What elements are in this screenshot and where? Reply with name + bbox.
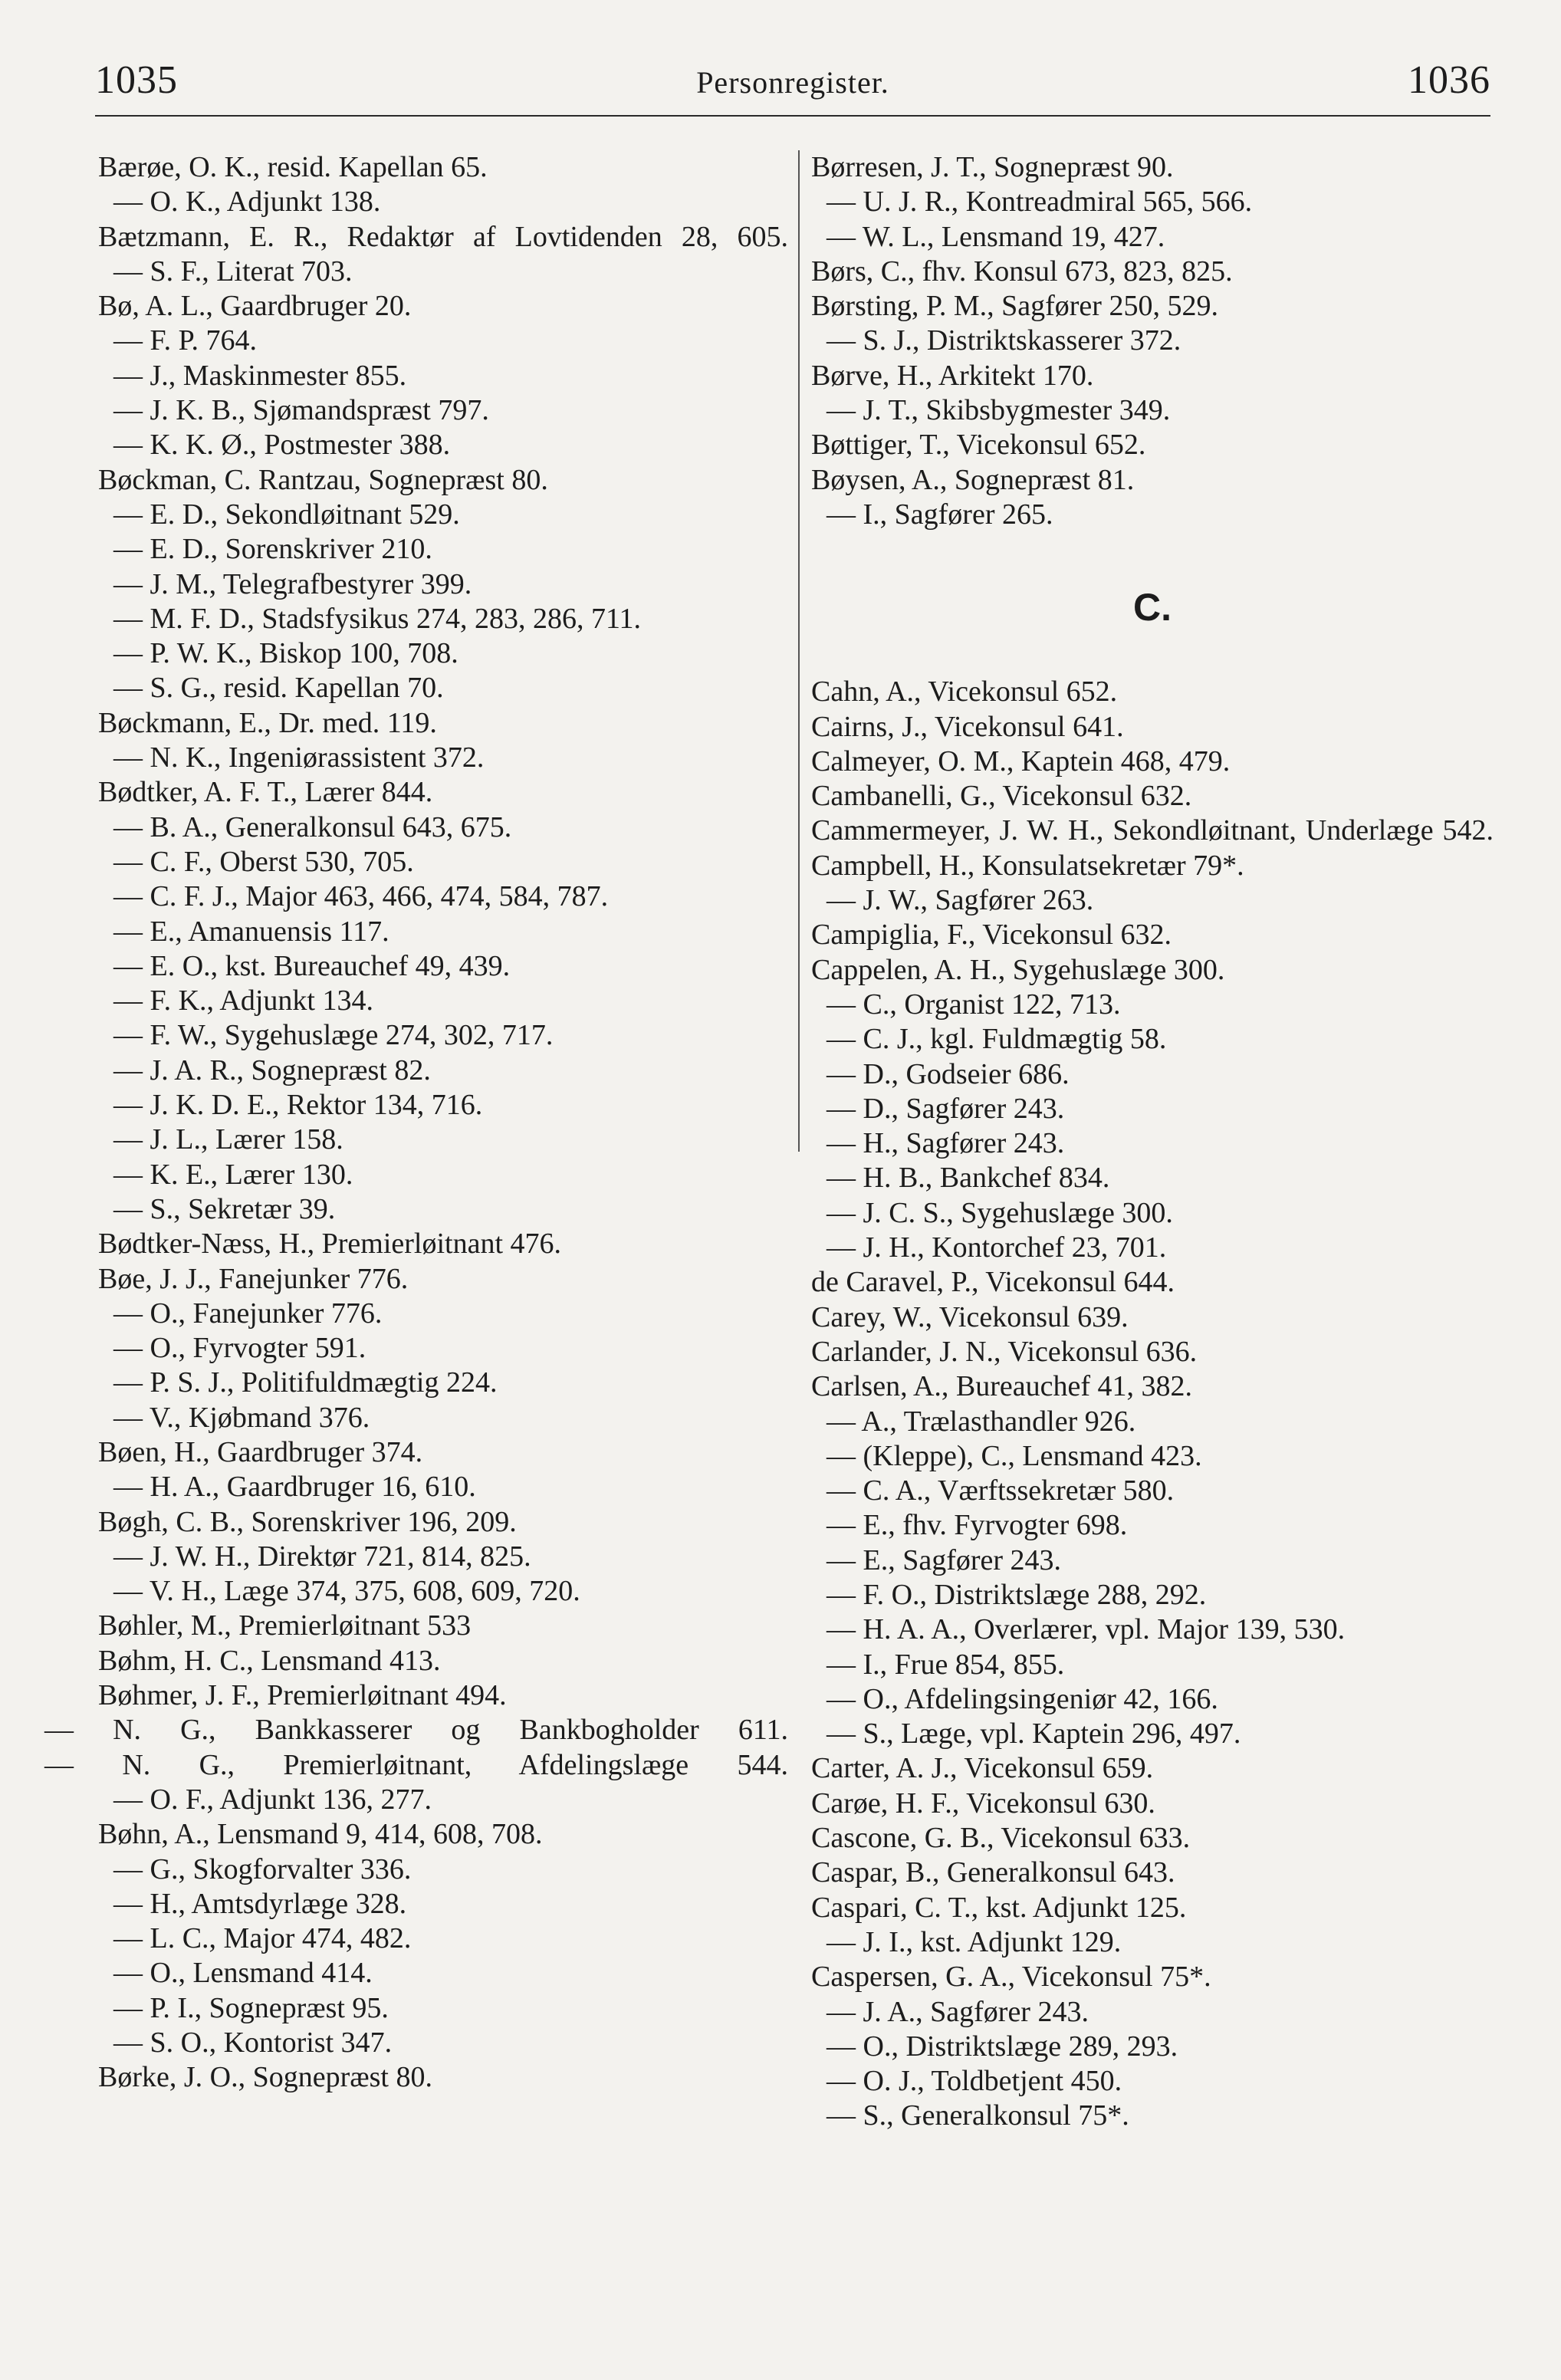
page-number-left: 1035 — [95, 58, 178, 102]
register-entry: Carter, A. J., Vicekonsul 659. — [811, 1752, 1154, 1785]
register-entry: — V. H., Læge 374, 375, 608, 609, 720. — [113, 1575, 580, 1608]
register-entry: — E. D., Sorenskriver 210. — [113, 533, 432, 566]
register-entry: — G., Skogforvalter 336. — [113, 1852, 412, 1885]
register-entry: — C. A., Værftssekretær 580. — [827, 1474, 1175, 1507]
left-column — [44, 150, 788, 2096]
register-entry: Cappelen, A. H., Sygehuslæge 300. — [811, 953, 1225, 986]
register-entry: — C. F. J., Major 463, 466, 474, 584, 787. — [113, 880, 609, 913]
register-entry: Børs, C., fhv. Konsul 673, 823, 825. — [811, 255, 1233, 288]
register-entry: Børsting, P. M., Sagfører 250, 529. — [811, 290, 1218, 323]
register-entry: — K. E., Lærer 130. — [113, 1158, 353, 1191]
register-entry: Bødtker, A. F. T., Lærer 844. — [98, 776, 433, 809]
register-entry: Bøgh, C. B., Sorenskriver 196, 209. — [98, 1505, 517, 1538]
register-entry: Cammermeyer, J. W. H., Sekondløitnant, Underlæge 542. — [811, 814, 1494, 847]
register-entry: — E., Sagfører 243. — [827, 1543, 1062, 1576]
register-entry: — (Kleppe), C., Lensmand 423. — [827, 1439, 1202, 1472]
register-entry: — H., Amtsdyrlæge 328. — [113, 1887, 407, 1920]
register-entry: — S. G., resid. Kapellan 70. — [113, 672, 444, 705]
page-number-right: 1036 — [1408, 58, 1490, 102]
register-entry: — S. F., Literat 703. — [113, 255, 353, 288]
register-entry: — O., Fyrvogter 591. — [113, 1332, 366, 1365]
register-entry: Calmeyer, O. M., Kaptein 468, 479. — [811, 745, 1231, 777]
register-entry: — L. C., Major 474, 482. — [113, 1922, 412, 1955]
register-entry: — F. K., Adjunkt 134. — [113, 985, 373, 1017]
register-entry: — H., Sagfører 243. — [827, 1127, 1065, 1160]
register-entry: — J. M., Telegrafbestyrer 399. — [113, 567, 472, 600]
register-entry: — V., Kjøbmand 376. — [113, 1401, 370, 1434]
register-entry: Carlander, J. N., Vicekonsul 636. — [811, 1335, 1198, 1368]
register-entry: Bø, A. L., Gaardbruger 20. — [98, 290, 412, 323]
register-entry: — I., Frue 854, 855. — [827, 1648, 1065, 1681]
register-entry: Campiglia, F., Vicekonsul 632. — [811, 919, 1172, 952]
register-entry: — I., Sagfører 265. — [827, 498, 1053, 531]
register-entry: — E., fhv. Fyrvogter 698. — [827, 1509, 1128, 1542]
register-entry: Carøe, H. F., Vicekonsul 630. — [811, 1787, 1155, 1820]
register-entry: Bøe, J. J., Fanejunker 776. — [98, 1262, 409, 1295]
register-entry: Bøhn, A., Lensmand 9, 414, 608, 708. — [98, 1818, 543, 1851]
register-entry: Caspar, B., Generalkonsul 643. — [811, 1856, 1175, 1889]
register-entry: Bærøe, O. K., resid. Kapellan 65. — [98, 151, 488, 183]
register-entry: Carlsen, A., Bureauchef 41, 382. — [811, 1370, 1193, 1403]
register-entry: Caspari, C. T., kst. Adjunkt 125. — [811, 1891, 1187, 1924]
register-entry: Campbell, H., Konsulatsekretær 79*. — [811, 849, 1244, 882]
register-entry: Børve, H., Arkitekt 170. — [811, 359, 1094, 392]
register-entry: — W. L., Lensmand 19, 427. — [827, 220, 1165, 253]
register-entry: — U. J. R., Kontreadmiral 565, 566. — [827, 186, 1253, 219]
register-entry: Børke, J. O., Sognepræst 80. — [98, 2061, 432, 2094]
register-entry: Bødtker-Næss, H., Premierløitnant 476. — [98, 1228, 562, 1261]
register-entry: — J. H., Kontorchef 23, 701. — [827, 1231, 1167, 1264]
register-entry: — S., Læge, vpl. Kaptein 296, 497. — [827, 1718, 1241, 1750]
register-entry: — J. W., Sagfører 263. — [827, 884, 1094, 917]
register-entry: — S. J., Distriktskasserer 372. — [827, 324, 1181, 357]
register-entry: Bøttiger, T., Vicekonsul 652. — [811, 429, 1146, 462]
register-entry: Bøckmann, E., Dr. med. 119. — [98, 706, 437, 739]
register-entry: — J. L., Lærer 158. — [113, 1123, 343, 1156]
register-entry: — P. I., Sognepræst 95. — [113, 1991, 389, 2024]
register-entry: — P. S. J., Politifuldmægtig 224. — [113, 1366, 498, 1399]
register-entry: Caspersen, G. A., Vicekonsul 75*. — [811, 1961, 1211, 1994]
section-letter: C. — [1133, 586, 1172, 630]
register-entry: — J. A., Sagfører 243. — [827, 1995, 1089, 2028]
right-column-b-entries — [811, 150, 1494, 532]
register-entry: — J. T., Skibsbygmester 349. — [827, 394, 1171, 427]
register-entry: — J. C. S., Sygehuslæge 300. — [827, 1196, 1173, 1229]
column-divider — [798, 150, 800, 1152]
register-entry: — H. A. A., Overlærer, vpl. Major 139, 530. — [827, 1613, 1346, 1646]
page-header — [95, 46, 1490, 115]
register-entry: — O., Lensmand 414. — [113, 1957, 373, 1990]
register-entry: de Caravel, P., Vicekonsul 644. — [811, 1266, 1175, 1299]
register-entry: Bøhm, H. C., Lensmand 413. — [98, 1644, 441, 1677]
page-title: Personregister. — [696, 65, 889, 100]
register-entry: — J. K. B., Sjømandspræst 797. — [113, 394, 489, 427]
register-entry: — J. I., kst. Adjunkt 129. — [827, 1925, 1122, 1958]
register-entry: Cairns, J., Vicekonsul 641. — [811, 710, 1124, 743]
register-entry: Cascone, G. B., Vicekonsul 633. — [811, 1822, 1191, 1855]
register-entry: Bøhmer, J. F., Premierløitnant 494. — [98, 1679, 507, 1712]
register-entry: Bøen, H., Gaardbruger 374. — [98, 1435, 423, 1468]
register-entry: — N. G., Bankkasserer og Bankbogholder 611. — [44, 1714, 788, 1747]
register-entry: — E., Amanuensis 117. — [113, 915, 389, 948]
register-entry: — O., Afdelingsingeniør 42, 166. — [827, 1682, 1218, 1715]
register-entry: — O., Distriktslæge 289, 293. — [827, 2030, 1178, 2063]
register-entry: — A., Trælasthandler 926. — [827, 1405, 1136, 1438]
register-entry: — D., Godseier 686. — [827, 1057, 1070, 1090]
register-entry: — O. F., Adjunkt 136, 277. — [113, 1783, 432, 1816]
register-entry: — K. K. Ø., Postmester 388. — [113, 429, 451, 462]
register-entry: Cahn, A., Vicekonsul 652. — [811, 676, 1118, 708]
register-entry: Børresen, J. T., Sognepræst 90. — [811, 151, 1174, 183]
register-entry: Bøysen, A., Sognepræst 81. — [811, 463, 1135, 496]
register-entry: — H. A., Gaardbruger 16, 610. — [113, 1471, 476, 1504]
register-entry: — C., Organist 122, 713. — [827, 988, 1121, 1021]
register-entry: — F. P. 764. — [113, 324, 258, 357]
right-column-c-entries — [811, 675, 1494, 2133]
register-entry: — C. J., kgl. Fuldmægtig 58. — [827, 1023, 1167, 1056]
register-entry: — C. F., Oberst 530, 705. — [113, 845, 414, 878]
register-entry: — D., Sagfører 243. — [827, 1092, 1065, 1125]
register-entry: — O. J., Toldbetjent 450. — [827, 2065, 1122, 2098]
register-entry: — H. B., Bankchef 834. — [827, 1162, 1110, 1195]
register-entry: Bøckman, C. Rantzau, Sognepræst 80. — [98, 463, 548, 496]
register-entry: Bøhler, M., Premierløitnant 533 — [98, 1609, 472, 1642]
register-entry: — J. A. R., Sognepræst 82. — [113, 1054, 431, 1086]
register-entry: — F. O., Distriktslæge 288, 292. — [827, 1578, 1207, 1611]
register-entry: — J. K. D. E., Rektor 134, 716. — [113, 1089, 483, 1122]
register-entry: — S., Generalkonsul 75*. — [827, 2099, 1129, 2132]
register-entry: — N. G., Premierløitnant, Afdelingslæge 544. — [44, 1748, 788, 1781]
register-entry: — M. F. D., Stadsfysikus 274, 283, 286, 711. — [113, 602, 642, 635]
header-rule — [95, 115, 1490, 117]
register-entry: — O., Fanejunker 776. — [113, 1297, 383, 1330]
register-entry: — J., Maskinmester 855. — [113, 359, 407, 392]
register-entry: — S. O., Kontorist 347. — [113, 2027, 393, 2059]
register-entry: — E. O., kst. Bureauchef 49, 439. — [113, 949, 511, 982]
register-entry: — B. A., Generalkonsul 643, 675. — [113, 810, 512, 843]
register-entry: — P. W. K., Biskop 100, 708. — [113, 637, 458, 670]
register-entry: — E. D., Sekondløitnant 529. — [113, 498, 460, 531]
register-entry: — J. W. H., Direktør 721, 814, 825. — [113, 1540, 531, 1573]
register-entry: — S., Sekretær 39. — [113, 1192, 336, 1225]
register-entry: Carey, W., Vicekonsul 639. — [811, 1300, 1129, 1333]
register-entry: — N. K., Ingeniørassistent 372. — [113, 741, 485, 774]
right-column — [811, 150, 1494, 2134]
register-entry: — F. W., Sygehuslæge 274, 302, 717. — [113, 1019, 554, 1052]
register-entry: Cambanelli, G., Vicekonsul 632. — [811, 780, 1192, 813]
register-entry: — O. K., Adjunkt 138. — [113, 186, 381, 219]
register-entry: Bætzmann, E. R., Redaktør af Lovtidenden 28, 605. — [98, 220, 788, 253]
